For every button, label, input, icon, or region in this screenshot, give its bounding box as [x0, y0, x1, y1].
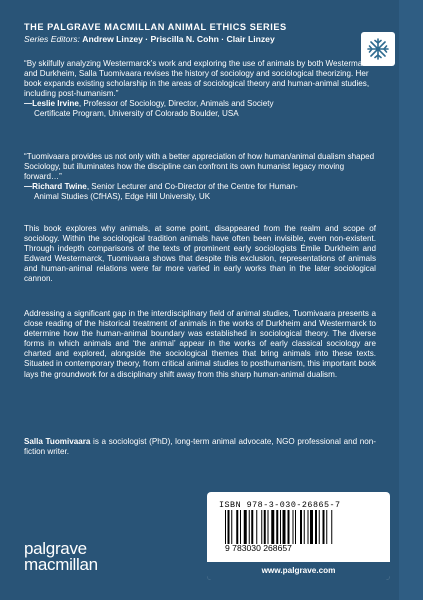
quote-1-role-cont: Certificate Program, University of Colorado Boulder, USA: [34, 109, 239, 119]
publisher-logo-line2: macmillan: [24, 555, 98, 574]
quote-2-author: —Richard Twine: [24, 182, 87, 192]
isbn-label: ISBN 978-3-030-26865-7: [219, 500, 341, 510]
publisher-logo-line1: palgrave: [24, 539, 87, 558]
series-editors: [24, 34, 275, 44]
quote-1-text: “By skilfully analyzing Westermarck’s work and exploring the use of animals by both Westermarck and Durkheim, Salla Tuomivaara revises the history of sociology and sociological theorizing. Her book expands existing scholarship in the areas of sociological theory and human-animal studies, including post-humanism.”: [24, 59, 374, 99]
author-bio-text: is a sociologist (PhD), long-term animal advocate, NGO professional and non-fiction writer.: [24, 437, 376, 457]
quote-1-attribution: [24, 99, 376, 109]
series-editors-names: Andrew Linzey · Priscilla N. Cohn · Clair Linzey: [82, 34, 275, 44]
endorsement-quote-1: [24, 59, 376, 120]
book-spine: [399, 0, 423, 600]
series-editors-label: Series Editors:: [24, 34, 80, 44]
snowflake-icon: [367, 38, 389, 60]
description-paragraph-2: Addressing a significant gap in the interdisciplinary field of animal studies, Tuomivaara presents a close reading of the historical treatment of animals in the works of Durkheim and Westermarck to determine how the human-animal boundary was established in sociological theory. The diverse forms in which animals and ‘the animal’ appear in the works of early classical sociology are charted and explored, alongside the sociological themes that bring animals into these texts. Situated in contemporary theory, from critical animal studies to posthumanism, this important book lays the groundwork for a disciplinary shift away from this sharp human-animal dualism.: [24, 309, 376, 379]
endorsement-quote-2: [24, 152, 376, 202]
description-paragraph-1: This book explores why animals, at some point, disappeared from the realm and scope of sociology. Within the sociological tradition animals have often been invisible, even non-existent. Through indepth comparisons of the texts of prominent early sociologists Émile Durkheim and Edward Westermarck, Tuomivaara shows that despite this exclusion, representations of animals and human-animal relations were far more varied in early works than in the later sociological cannon.: [24, 224, 376, 284]
series-title: THE PALGRAVE MACMILLAN ANIMAL ETHICS SERIES: [24, 22, 287, 32]
quote-2-role: , Senior Lecturer and Co-Director of the Centre for Human-: [86, 182, 298, 192]
author-bio: [24, 437, 376, 457]
publisher-website: www.palgrave.com: [207, 562, 390, 580]
quote-2-attribution: [24, 182, 376, 192]
quote-2-text: “Tuomivaara provides us not only with a better appreciation of how human/animal dualism shaped Sociology, but illuminates how the discipline can confront its own humanist legacy moving forward…”: [24, 152, 375, 182]
quote-2-role-cont: Animal Studies (CfHAS), Edge Hill University, UK: [34, 192, 211, 202]
barcode-digits: 9 783030 268657: [225, 543, 292, 553]
barcode: [225, 510, 375, 544]
quote-1-author: —Leslie Irvine: [24, 99, 79, 109]
barcode-box: [207, 492, 390, 580]
publisher-logo: [24, 541, 98, 573]
quote-1-role: , Professor of Sociology, Director, Animals and Society: [78, 99, 274, 109]
author-name: Salla Tuomivaara: [24, 437, 91, 446]
